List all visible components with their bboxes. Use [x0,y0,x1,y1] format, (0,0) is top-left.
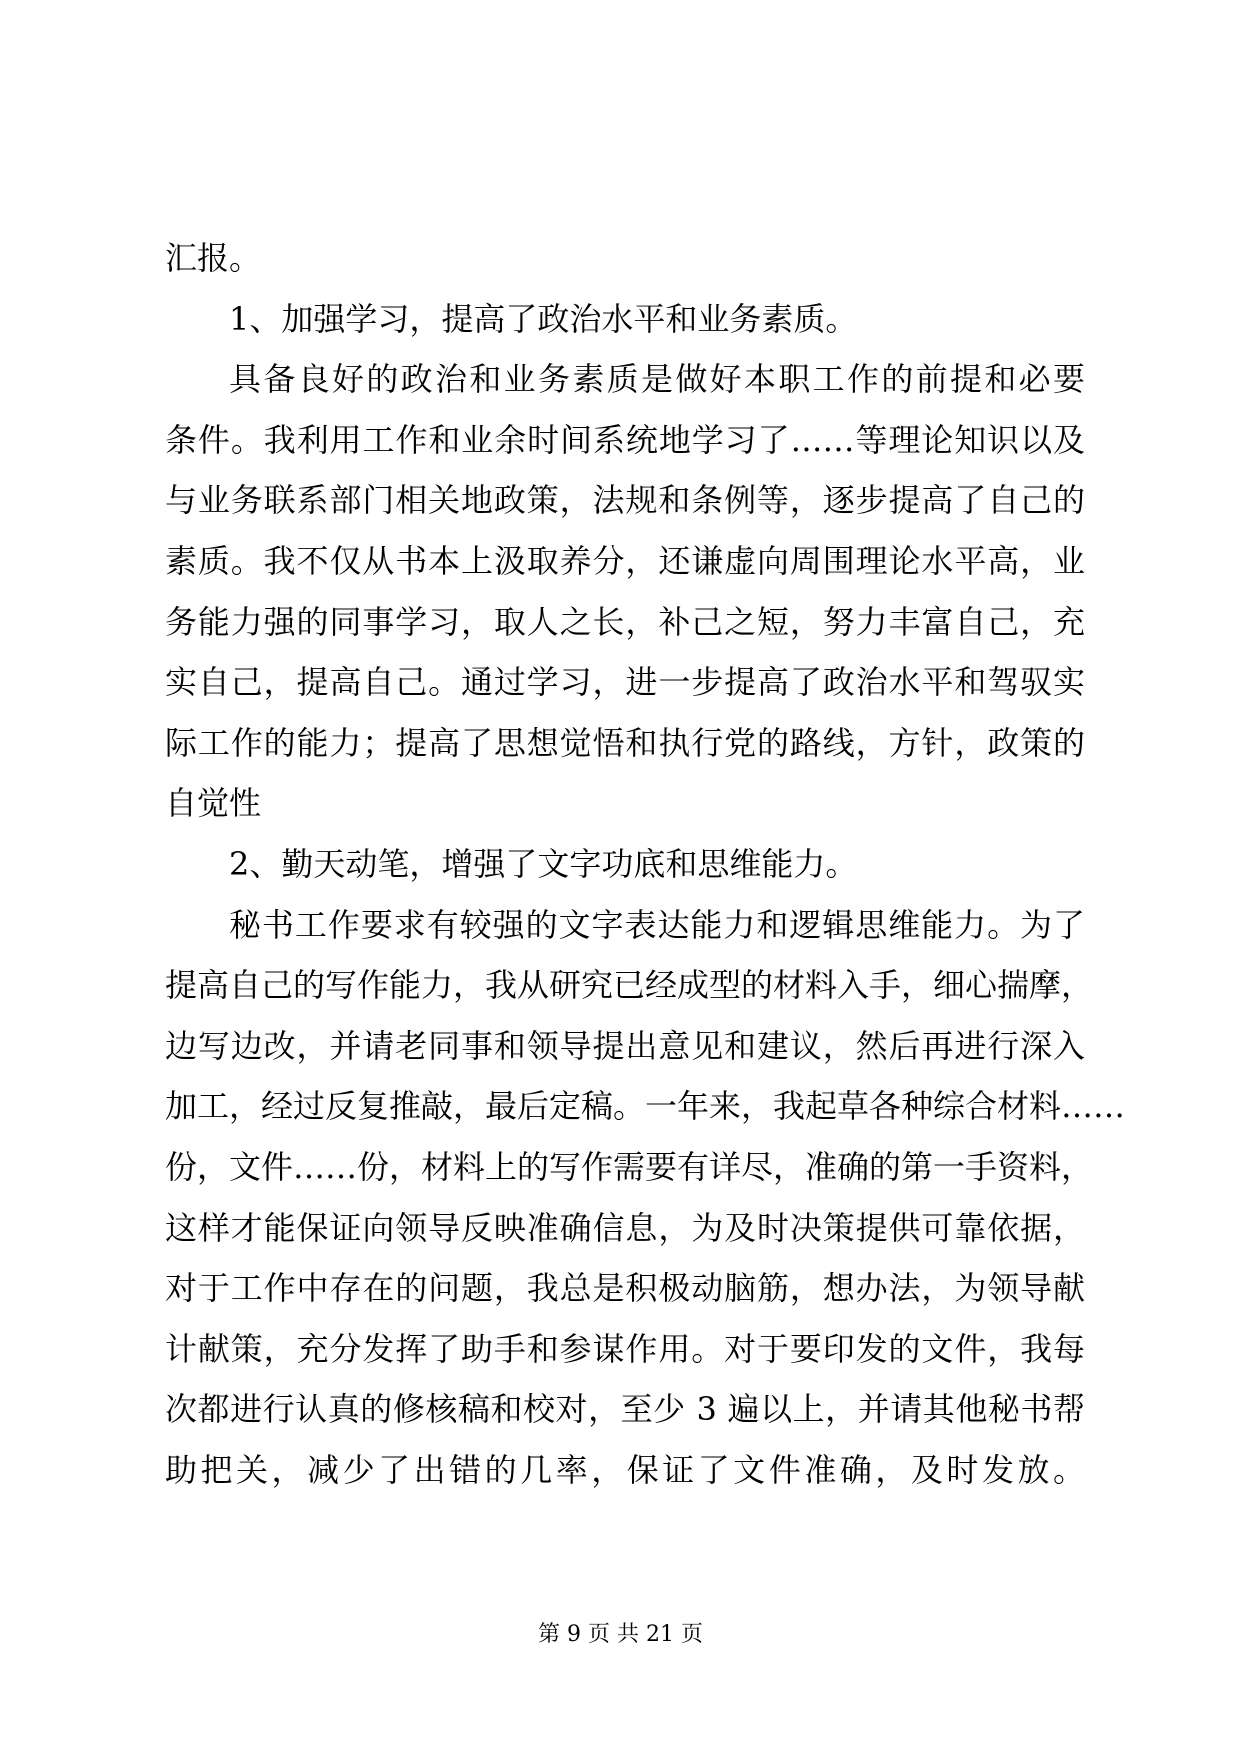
text-line: 这样才能保证向领导反映准确信息，为及时决策提供可靠依据， [165,1208,1085,1247]
text-line: 务能力强的同事学习，取人之长，补己之短，努力丰富自己，充 [165,602,1085,641]
text-line: 边写边改，并请老同事和领导提出意见和建议，然后再进行深入 [165,1026,1085,1065]
text-line: 助把关，减少了出错的几率，保证了文件准确，及时发放。 [165,1450,1085,1489]
text-line: 次都进行认真的修核稿和校对，至少 3 遍以上，并请其他秘书帮 [165,1390,1085,1429]
text-line: 对于工作中存在的问题，我总是积极动脑筋，想办法，为领导献 [165,1269,1085,1308]
text-line: 际工作的能力；提高了思想觉悟和执行党的路线，方针，政策的 [165,723,1085,762]
text-line: 条件。我利用工作和业余时间系统地学习了……等理论知识以及 [165,420,1085,459]
text-line: 提高自己的写作能力，我从研究已经成型的材料入手，细心揣摩， [165,966,1094,1005]
text-line: 实自己，提高自己。通过学习，进一步提高了政治水平和驾驭实 [165,663,1085,702]
page-footer: 第 9 页 共 21 页 [538,1622,703,1647]
body-text [165,228,1126,1500]
text-line: 计献策，充分发挥了助手和参谋作用。对于要印发的文件，我每 [165,1329,1085,1368]
text-line: 秘书工作要求有较强的文字表达能力和逻辑思维能力。为了 [229,905,1085,944]
text-line: 1、加强学习，提高了政治水平和业务素质。 [229,299,858,338]
text-line: 与业务联系部门相关地政策，法规和条例等，逐步提高了自己的 [165,481,1085,520]
text-line: 自觉性 [165,784,262,823]
text-line: 素质。我不仅从书本上汲取养分，还谦虚向周围理论水平高，业 [165,541,1085,580]
text-line: 汇报。 [165,239,262,277]
text-line: 加工，经过反复推敲，最后定稿。一年来，我起草各种综合材料…… [165,1087,1126,1126]
text-line: 2、勤天动笔，增强了文字功底和思维能力。 [229,844,858,883]
text-line: 份，文件……份，材料上的写作需要有详尽，准确的第一手资料， [165,1147,1094,1186]
text-line: 具备良好的政治和业务素质是做好本职工作的前提和必要 [229,360,1085,399]
